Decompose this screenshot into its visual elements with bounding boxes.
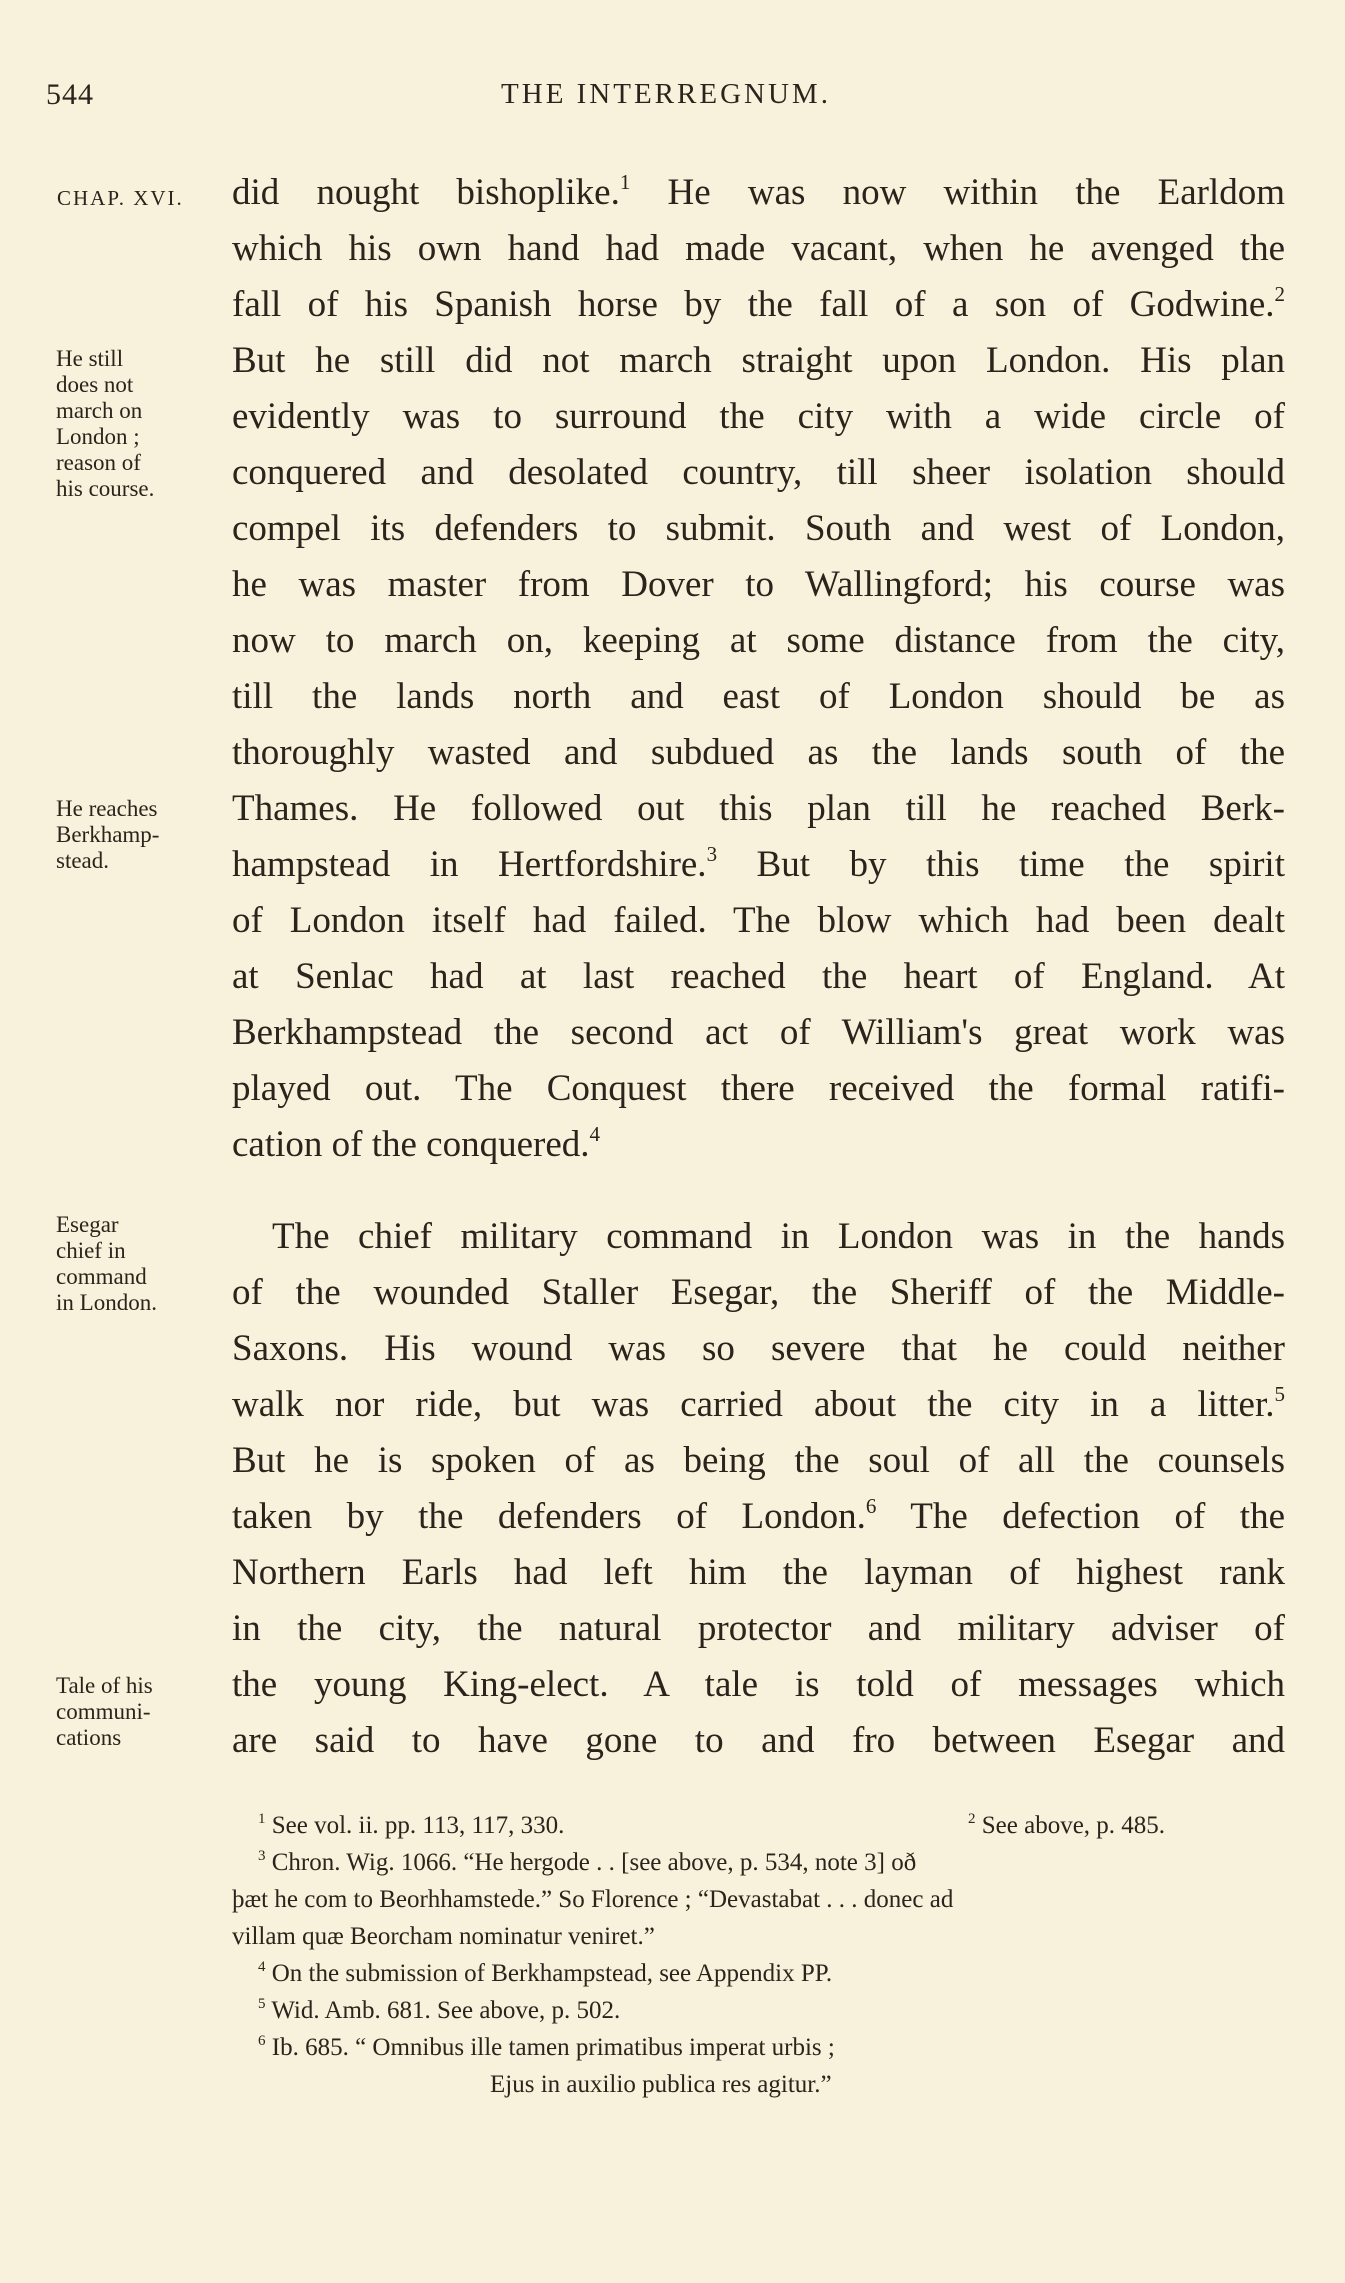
body-line: fall of his Spanish horse by the fall of a son of Godwine.$^2$ [232, 282, 1285, 325]
body-line: are said to have gone to and fro between Esegar and [232, 1720, 1285, 1761]
margin-note-line: Berkhamp- [56, 822, 160, 847]
footnote: $^1$ See vol. ii. pp. 113, 117, 330. [258, 1811, 565, 1839]
body-line: Northern Earls had left him the layman of highest rank [232, 1552, 1285, 1593]
page-header [46, 78, 1286, 128]
margin-note-line: command [56, 1264, 147, 1289]
body-line: did nought bishoplike.$^1$ He was now within the Earldom [232, 170, 1285, 213]
body-line: Berkhampstead the second act of William's great work was [232, 1012, 1285, 1053]
body-line: The chief military command in London was in the hands [272, 1216, 1285, 1257]
body-line: compel its defenders to submit. South and west of London, [232, 508, 1285, 549]
body-line: evidently was to surround the city with a wide circle of [232, 396, 1285, 437]
body-line: hampstead in Hertfordshire.$^3$ But by this time the spirit [232, 842, 1285, 885]
margin-note-line: does not [56, 372, 134, 397]
footnote: $^2$ See above, p. 485. [968, 1811, 1166, 1839]
page-number: 544 [46, 78, 94, 111]
margin-note-line: communi- [56, 1699, 151, 1724]
footnote: $^6$ Ib. 685. “ Omnibus ille tamen primatibus imperat urbis ; [258, 2033, 835, 2061]
body-line: Thames. He followed out this plan till he reached Berk- [232, 788, 1285, 829]
chapter-label: CHAP. XVI. [57, 186, 184, 210]
body-line: of London itself had failed. The blow which had been dealt [232, 900, 1285, 941]
running-title: THE INTERREGNUM. [501, 78, 831, 110]
body-line: he was master from Dover to Wallingford; his course was [232, 564, 1285, 605]
margin-note-line: He reaches [56, 796, 158, 821]
body-line: played out. The Conquest there received the formal ratifi- [232, 1068, 1285, 1109]
margin-note-line: cations [56, 1725, 122, 1750]
footnote: $^5$ Wid. Amb. 681. See above, p. 502. [258, 1996, 621, 2024]
margin-note-line: Esegar [56, 1212, 119, 1237]
body-line: cation of the conquered.$^4$ [232, 1122, 601, 1165]
margin-note-line: London ; [56, 424, 140, 449]
footnote: $^4$ On the submission of Berkhampstead, see Appendix PP. [258, 1959, 833, 1987]
margin-note-line: reason of [56, 450, 141, 475]
body-line: at Senlac had at last reached the heart of England. At [232, 956, 1285, 997]
margin-note-line: in London. [56, 1290, 157, 1315]
footnote-continuation: Ejus in auxilio publica res agitur.” [490, 2071, 832, 2098]
body-line: But he is spoken of as being the soul of all the counsels [232, 1440, 1285, 1481]
body-line: in the city, the natural protector and military adviser of [232, 1608, 1285, 1649]
body-line: which his own hand had made vacant, when he avenged the [232, 228, 1285, 269]
body-line: But he still did not march straight upon London. His plan [232, 340, 1285, 381]
footnote: $^3$ Chron. Wig. 1066. “He hergode . . [see above, p. 534, note 3] oð [258, 1848, 917, 1876]
margin-note-line: his course. [56, 476, 155, 501]
footnote-continuation: villam quæ Beorcham nominatur veniret.” [232, 1923, 655, 1950]
margin-note [56, 796, 226, 874]
body-line: till the lands north and east of London should be as [232, 676, 1285, 717]
margin-note [56, 346, 226, 502]
footnote-continuation: þæt he com to Beorhhamstede.” So Florence ; “Devastabat . . . donec ad [232, 1886, 954, 1913]
margin-note-line: Tale of his [56, 1673, 153, 1698]
margin-note-line: chief in [56, 1238, 126, 1263]
margin-note [56, 1673, 226, 1751]
body-line: now to march on, keeping at some distance from the city, [232, 620, 1285, 661]
body-line: thoroughly wasted and subdued as the lands south of the [232, 732, 1285, 773]
body-line: of the wounded Staller Esegar, the Sheriff of the Middle- [232, 1272, 1285, 1313]
body-line: the young King-elect. A tale is told of messages which [232, 1664, 1285, 1705]
margin-note-line: march on [56, 398, 143, 423]
margin-note-line: He still [56, 346, 124, 371]
body-line: Saxons. His wound was so severe that he could neither [232, 1328, 1285, 1369]
margin-note [56, 1212, 226, 1316]
body-line: taken by the defenders of London.$^6$ The defection of the [232, 1494, 1286, 1537]
body-line: conquered and desolated country, till sheer isolation should [232, 452, 1285, 493]
body-line: walk nor ride, but was carried about the city in a litter.$^5$ [232, 1382, 1285, 1425]
margin-note-line: stead. [56, 848, 110, 873]
